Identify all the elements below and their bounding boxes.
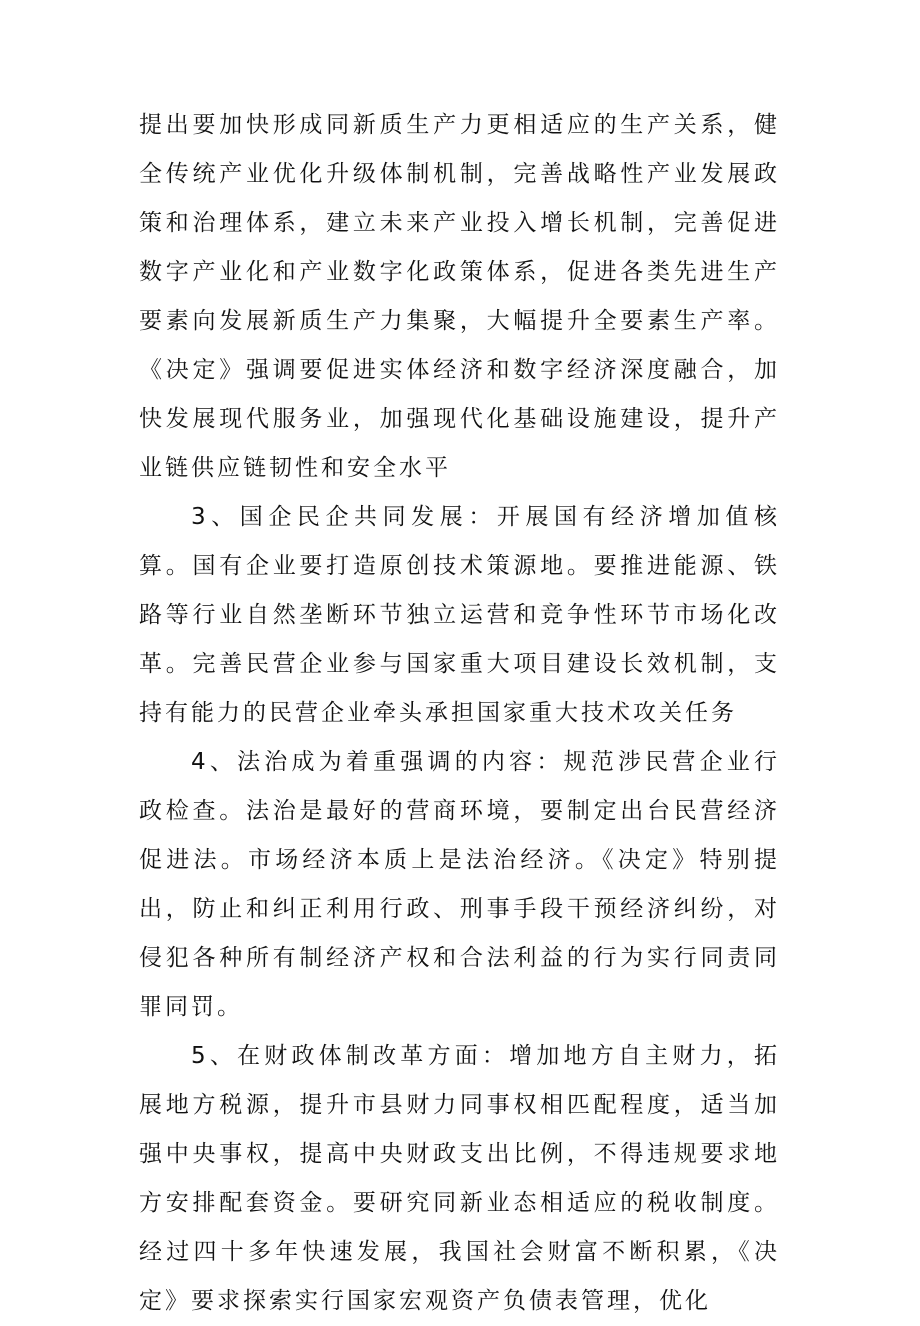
paragraph-soe-private-development: 3、国企民企共同发展：开展国有经济增加值核算。国有企业要打造原创技术策源地。要推进能源、铁路等行业自然垄断环节独立运营和竞争性环节市场化改革。完善民营企业参与国家重大项目建设长效机制，支持有能力的民营企业牵头承担国家重大技术攻关任务 [139, 504, 780, 726]
paragraph-rule-of-law: 4、法治成为着重强调的内容：规范涉民营企业行政检查。法治是最好的营商环境，要制定出台民营经济促进法。市场经济本质上是法治经济。《决定》特别提出，防止和纠正利用行政、刑事手段干预经济纠纷，对侵犯各种所有制经济产权和合法利益的行为实行同责同罪同罚。 [139, 749, 780, 1020]
document-body [139, 101, 780, 1326]
paragraph-fiscal-reform: 5、在财政体制改革方面：增加地方自主财力，拓展地方税源，提升市县财力同事权相匹配程度，适当加强中央事权，提高中央财政支出比例，不得违规要求地方安排配套资金。要研究同新业态相适应的税收制度。经过四十多年快速发展，我国社会财富不断积累，《决定》要求探索实行国家宏观资产负债表管理，优化 [139, 1043, 780, 1314]
paragraph-industry-policy: 提出要加快形成同新质生产力更相适应的生产关系，健全传统产业优化升级体制机制，完善战略性产业发展政策和治理体系，建立未来产业投入增长机制，完善促进数字产业化和产业数字化政策体系，促进各类先进生产要素向发展新质生产力集聚，大幅提升全要素生产率。《决定》强调要促进实体经济和数字经济深度融合，加快发展现代服务业，加强现代化基础设施建设，提升产业链供应链韧性和安全水平 [139, 112, 780, 481]
